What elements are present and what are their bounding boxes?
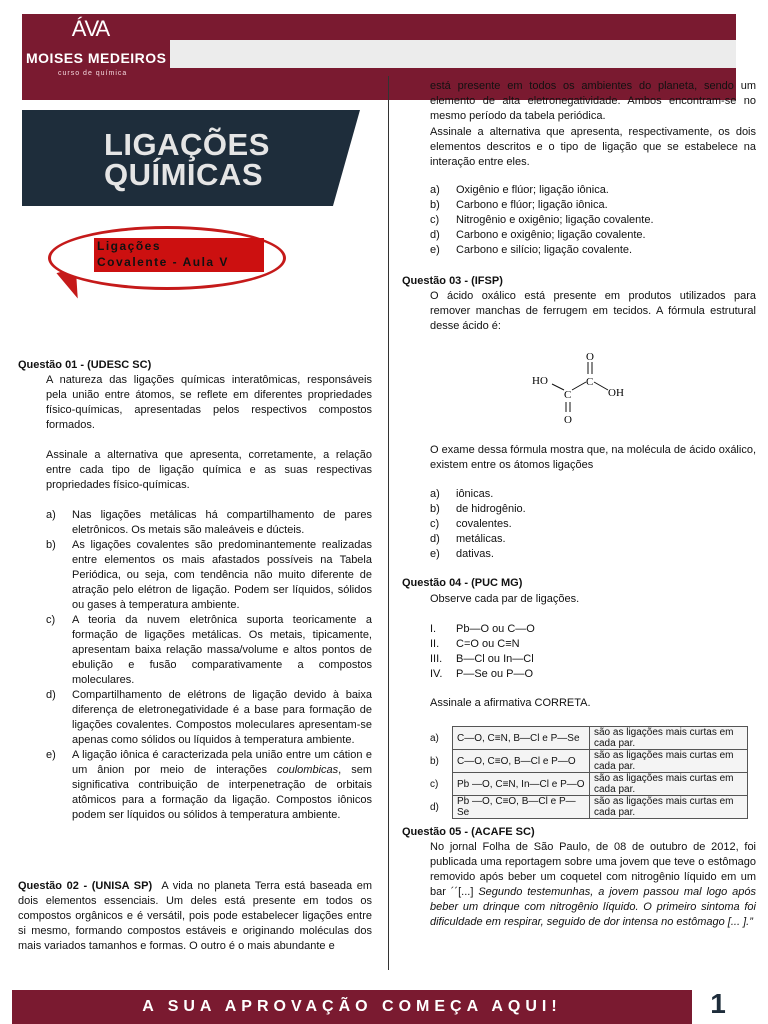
- q02-body-right: está presente em todos os ambientes do planeta, sendo um elemento de alta eletronegatividade. Ambos encontram-se no mesmo período da tabela periódica.: [430, 80, 756, 122]
- q02-option-c: [430, 213, 756, 228]
- q05-title: Questão 05 - (ACAFE SC): [402, 826, 535, 838]
- pair-text: Pb—O ou C—O: [456, 623, 535, 635]
- row-bonds: Pb —O, C≡O, B—Cl e P—Se: [453, 796, 590, 819]
- footer-slogan: A SUA APROVAÇÃO COMEÇA AQUI!: [142, 998, 562, 1015]
- option-key: a): [430, 488, 440, 500]
- logo-text: MOISES MEDEIROS: [26, 50, 167, 66]
- option-key: b): [46, 539, 56, 551]
- mol-c2: C: [586, 376, 594, 388]
- option-key: c): [430, 214, 440, 226]
- q04-pairs: [430, 622, 756, 682]
- pair-text: B—Cl ou In—Cl: [456, 653, 534, 665]
- row-key: d): [430, 801, 439, 813]
- mol-bond: [594, 382, 608, 390]
- q04-answer-table: [426, 726, 748, 819]
- mol-o-top: O: [586, 351, 594, 363]
- q02-body-left: [18, 879, 372, 954]
- title-line-2: QUÍMICAS: [104, 157, 263, 192]
- option-key: c): [430, 518, 440, 530]
- q04-row-c: [426, 773, 748, 796]
- q04-title: Questão 04 - (PUC MG): [402, 577, 523, 589]
- q01-option-e: [46, 748, 372, 823]
- row-key: b): [430, 755, 439, 767]
- q02-option-e: [430, 243, 756, 258]
- option-text: Nitrogênio e oxigênio; ligação covalente.: [456, 214, 654, 226]
- mol-c1: C: [564, 389, 572, 401]
- q04-pair-1: [430, 622, 756, 637]
- option-text: covalentes.: [456, 518, 512, 530]
- q04-row-b: [426, 750, 748, 773]
- mol-o-bottom: O: [564, 414, 572, 426]
- q03-option-c: [430, 517, 756, 532]
- mol-ho: HO: [532, 375, 548, 387]
- pair-text: P—Se ou P—O: [456, 668, 534, 680]
- option-text: Carbono e flúor; ligação iônica.: [456, 199, 608, 211]
- q02-option-a: [430, 183, 756, 198]
- option-text: iônicas.: [456, 488, 494, 500]
- q02-title: Questão 02 - (UNISA SP): [18, 880, 153, 892]
- row-desc: são as ligações mais curtas em cada par.: [590, 773, 748, 796]
- q01-option-a: [46, 508, 372, 538]
- q05-text: No jornal Folha de São Paulo, de 08 de outubro de 2012, foi publicada uma reportagem sobre uma jovem que teve o estômago removido após beber um coquetel com nitrogênio líquido em um bar ´´[...]: [430, 841, 756, 898]
- q04-pair-4: [430, 667, 756, 682]
- option-key: e): [430, 548, 440, 560]
- option-text: A teoria da nuvem eletrônica suporta teoricamente a formação de ligações metálicas. Os metais, tipicamente, apresentam baixa relação massa/volume e altos pontos de ebulição e fusão comparativamente a compostos moleculares.: [72, 614, 372, 686]
- q02-option-b: [430, 198, 756, 213]
- option-text: Carbono e oxigênio; ligação covalente.: [456, 229, 646, 241]
- q01-title: Questão 01 - (UDESC SC): [18, 359, 152, 371]
- pair-key: II.: [430, 638, 440, 650]
- row-bonds: C—O, C≡O, B—Cl e P—O: [453, 750, 590, 773]
- q02-options: [430, 183, 756, 258]
- option-key: e): [46, 749, 56, 761]
- lesson-label: [94, 238, 264, 272]
- row-bonds: Pb —O, C≡N, In—Cl e P—O: [453, 773, 590, 796]
- column-divider: [388, 76, 389, 970]
- q01-intro: A natureza das ligações químicas interatômicas, responsáveis pela união entre átomos, se reflete em diferentes propriedades físico-químicas, apresentadas pelos respectivos compostos formados.: [46, 374, 372, 431]
- page-number: 1: [710, 988, 726, 1019]
- lesson-label-line-1: Ligações: [97, 239, 162, 253]
- option-text: Compartilhamento de elétrons de ligação devido à baixa diferença de eletronegatividade é a base para formação de ligações covalentes. Compostos moleculares apresentam-se apenas como sólidos ou líquidos à temperatura ambiente.: [72, 689, 372, 746]
- q04-intro: Observe cada par de ligações.: [430, 593, 580, 605]
- option-key: a): [46, 509, 56, 521]
- page-title: [104, 127, 270, 192]
- option-key: b): [430, 199, 440, 211]
- pair-key: IV.: [430, 668, 443, 680]
- row-bonds: C—O, C≡N, B—Cl e P—Se: [453, 727, 590, 750]
- q04-row-a: [426, 727, 748, 750]
- pair-text: C=O ou C≡N: [456, 638, 520, 650]
- option-key: d): [430, 533, 440, 545]
- q03-option-b: [430, 502, 756, 517]
- q03-intro: O ácido oxálico está presente em produtos utilizados para remover manchas de ferrugem em tecidos. A fórmula estrutural desse ácido é:: [430, 290, 756, 332]
- option-text: metálicas.: [456, 533, 506, 545]
- option-e-italic: coulombicas: [277, 764, 339, 776]
- title-line-1: LIGAÇÕES: [104, 127, 270, 162]
- q05-body: [430, 840, 756, 930]
- option-key: b): [430, 503, 440, 515]
- option-key: d): [430, 229, 440, 241]
- lesson-label-line-2: Covalente - Aula V: [97, 255, 229, 269]
- q01-option-c: [46, 613, 372, 688]
- option-key: d): [46, 689, 56, 701]
- q04-row-d: [426, 796, 748, 819]
- logo-subtitle: curso de química: [58, 70, 128, 77]
- q04-prompt: Assinale a afirmativa CORRETA.: [430, 697, 591, 709]
- option-text: de hidrogênio.: [456, 503, 526, 515]
- q01-option-d: [46, 688, 372, 748]
- mol-bond: [572, 382, 586, 390]
- oxalic-acid-structure: [524, 346, 634, 426]
- option-text: As ligações covalentes são predominantemente realizadas entre elementos os mais afastados possíveis na Tabela Periódica, ou seja, com tendência não muito diferente de atração pelo elétron de ligação. Podem ser líquidos, sólidos ou gases à temperatura ambiente.: [72, 539, 372, 611]
- pair-key: III.: [430, 653, 443, 665]
- row-desc: são as ligações mais curtas em cada par.: [590, 750, 748, 773]
- option-e-text-post: , sem significativa contribuição de interpenetração de orbitais atômicos para a formação da ligação. Compostos iônicos podem ser líquidos ou sólidos à temperatura ambiente.: [72, 764, 372, 821]
- q01-option-b: [46, 538, 372, 613]
- row-desc: são as ligações mais curtas em cada par.: [590, 727, 748, 750]
- mol-oh: OH: [608, 387, 624, 399]
- option-key: c): [46, 614, 56, 626]
- row-desc: são as ligações mais curtas em cada par.: [590, 796, 748, 819]
- q02-prompt: Assinale a alternativa que apresenta, respectivamente, os dois elementos descritos e o tipo de ligação que se estabelece na interação entre eles.: [430, 126, 756, 168]
- q03-title: Questão 03 - (IFSP): [402, 275, 503, 287]
- q01-prompt: Assinale a alternativa que apresenta, corretamente, a relação entre cada tipo de ligação química e as suas respectivas propriedades físico-químicas.: [46, 449, 372, 491]
- q04-pair-3: [430, 652, 756, 667]
- q03-prompt: O exame dessa fórmula mostra que, na molécula de ácido oxálico, existem entre os átomos ligações: [430, 444, 756, 471]
- mol-bond: [552, 384, 564, 390]
- option-text: Carbono e silício; ligação covalente.: [456, 244, 633, 256]
- logo-mark: ÁVA: [71, 16, 109, 41]
- option-text: Nas ligações metálicas há compartilhamento de pares eletrônicos. Os metais são maleáveis e dúcteis.: [72, 509, 372, 536]
- option-text: [72, 748, 372, 823]
- q03-option-e: [430, 547, 756, 562]
- q05-quote: Segundo testemunhas, a jovem passou mal logo após beber um drinque com nitrogênio líquido. O primeiro sintoma foi dificuldade em respirar, seguido de dor intensa no estômago [... ].”: [430, 886, 756, 928]
- pair-key: I.: [430, 623, 437, 635]
- row-key: a): [430, 732, 439, 744]
- row-key: c): [430, 778, 439, 790]
- q02-text-left: A vida no planeta Terra está baseada em dois elementos essenciais. Um deles está presente em todos os compostos orgânicos e é versátil, pois pode estabelecer ligações entre si mesmo, formando compostos estáveis e originando moléculas dos mais variados tamanhos e formas. O outro é o mais abundante e: [18, 880, 372, 952]
- header-stripe: [170, 40, 736, 68]
- option-e-text-pre: A ligação iônica é caracterizada pela união entre um cátion e um ânion por meio de interações: [72, 749, 372, 776]
- q03-option-a: [430, 487, 756, 502]
- q04-pair-2: [430, 637, 756, 652]
- option-text: dativas.: [456, 548, 494, 560]
- option-key: a): [430, 184, 440, 196]
- option-text: Oxigênio e flúor; ligação iônica.: [456, 184, 609, 196]
- option-key: e): [430, 244, 440, 256]
- q01-options: [46, 508, 372, 823]
- q03-option-d: [430, 532, 756, 547]
- q02-option-d: [430, 228, 756, 243]
- q03-options: [430, 487, 756, 562]
